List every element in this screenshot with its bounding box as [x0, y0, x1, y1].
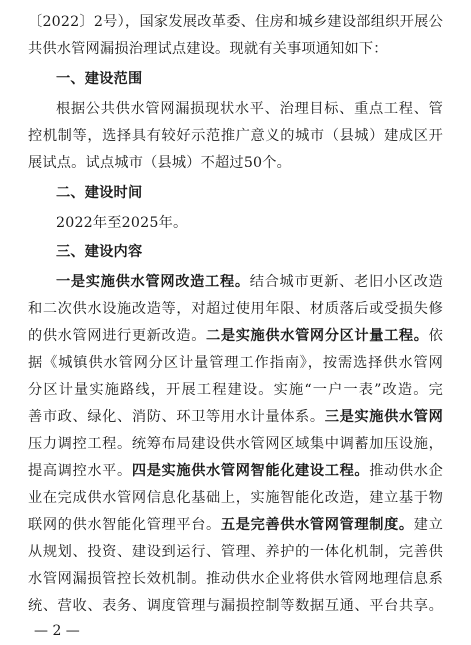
body-text: 善市政、绿化、消防、环卫等用水计量体系。	[28, 409, 325, 425]
text-line	[56, 270, 443, 294]
body-text: 提高调控水平。	[28, 463, 132, 479]
text-line: 水管网漏损管控长效机制。推动供水企业将供水管网地理信息系	[28, 571, 443, 587]
text-line: 展试点。试点城市（县城）不超过50个。	[28, 155, 292, 171]
body-text: 结合城市更新、老旧小区改造	[249, 274, 443, 290]
emphasis-text: 四是实施供水管网智能化建设工程。	[131, 463, 370, 479]
text-line: 根据公共供水管网漏损现状水平、治理目标、重点工程、管	[56, 101, 443, 117]
text-line	[28, 513, 443, 537]
emphasis-text: 二是实施供水管网分区计量工程。	[206, 328, 429, 344]
text-line	[28, 324, 443, 348]
section-heading-content: 三、建设内容	[56, 244, 143, 260]
text-line: 统、营收、表务、调度管理与漏损控制等数据互通、平台共享。	[28, 598, 443, 614]
body-text: 依	[428, 328, 443, 344]
section-heading-scope: 一、建设范围	[56, 71, 143, 87]
text-line: 据《城镇供水管网分区计量管理工作指南》，按需选择供水管网	[28, 355, 443, 371]
text-line: 共供水管网漏损治理试点建设。现就有关事项通知如下：	[28, 41, 388, 57]
text-line: 压力调控工程。统筹布局建设供水管网区域集中调蓄加压设施，	[28, 436, 443, 452]
text-line: 〔2022〕2号），国家发展改革委、住房和城乡建设部组织开展公	[28, 14, 443, 30]
text-line: 和二次供水设施改造等，对超过使用年限、材质落后或受损失修	[28, 301, 443, 317]
body-text: 建立	[413, 517, 443, 533]
emphasis-text: 三是实施供水管网	[324, 409, 443, 425]
emphasis-text: 五是完善供水管网管理制度。	[220, 517, 414, 533]
emphasis-text: 一是实施供水管网改造工程。	[56, 274, 250, 290]
body-text: 联网的供水智能化管理平台。	[28, 517, 221, 533]
page-number: — 2 —	[34, 623, 80, 639]
body-text: 推动供水企	[369, 463, 443, 479]
text-line	[28, 405, 443, 429]
text-line: 业在完成供水管网信息化基础上，实施智能化改造，建立基于物	[28, 490, 443, 506]
text-line: 从规划、投资、建设到运行、管理、养护的一体化机制，完善供	[28, 544, 443, 560]
text-line: 控机制等，选择具有较好示范推广意义的城市（县城）建成区开	[28, 128, 443, 144]
text-line: 2022年至2025年。	[56, 215, 188, 231]
body-text: 的供水管网进行更新改造。	[28, 328, 207, 344]
text-line	[28, 459, 443, 483]
section-heading-time: 二、建设时间	[56, 185, 143, 201]
text-line: 分区计量实施路线，开展工程建设。实施“一户一表”改造。完	[28, 382, 443, 398]
